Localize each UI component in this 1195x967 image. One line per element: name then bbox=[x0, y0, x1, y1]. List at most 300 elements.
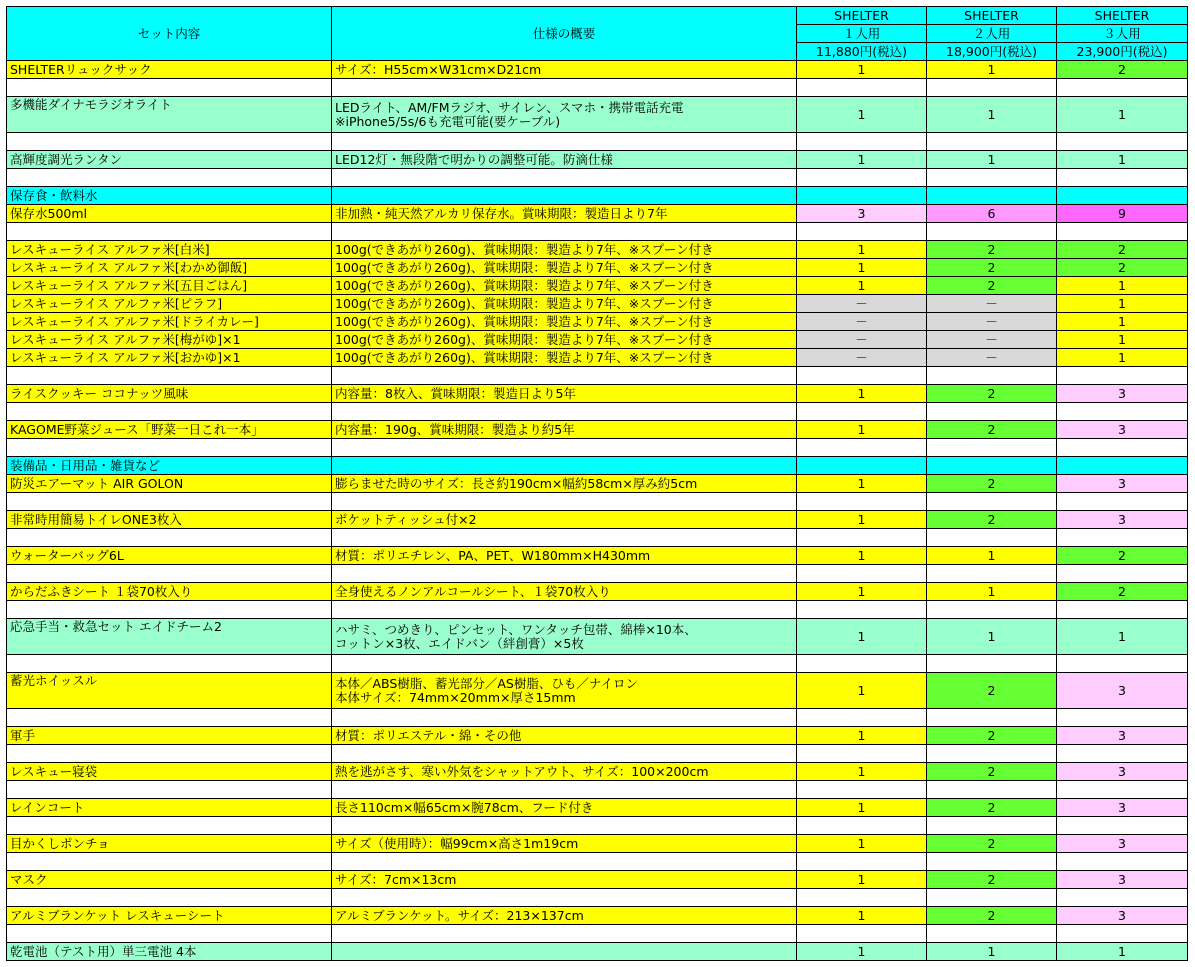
qty-plan-2: 2 bbox=[927, 421, 1057, 439]
spacer-row bbox=[7, 223, 1188, 241]
qty-plan-1: － bbox=[797, 349, 927, 367]
spec-line: 材質：ポリエチレン、PA、PET、W180mm×H430mm bbox=[335, 547, 651, 563]
spec-line: 本体／ABS樹脂、蓄光部分／AS樹脂、ひも／ナイロン bbox=[335, 675, 638, 691]
qty-plan-1: 1 bbox=[797, 259, 927, 277]
empty-cell bbox=[332, 817, 797, 835]
empty-cell bbox=[7, 403, 332, 421]
empty-cell bbox=[797, 781, 927, 799]
qty-plan-1: － bbox=[797, 313, 927, 331]
empty-cell bbox=[927, 223, 1057, 241]
spec-line: アルミブランケット。サイズ：213×137cm bbox=[335, 907, 584, 923]
empty-cell bbox=[7, 817, 332, 835]
item-name: マスク bbox=[7, 871, 332, 889]
qty-plan-3: 1 bbox=[1057, 97, 1188, 133]
empty-cell bbox=[927, 781, 1057, 799]
qty-plan-3: 3 bbox=[1057, 871, 1188, 889]
item-name: 非常時用簡易トイレONE3枚入 bbox=[7, 511, 332, 529]
item-name: 蓄光ホイッスル bbox=[7, 673, 332, 709]
empty-cell bbox=[797, 529, 927, 547]
spec-line: 100g(できあがり260g)、賞味期限：製造より7年、※スプーン付き bbox=[335, 241, 714, 257]
empty-cell bbox=[332, 223, 797, 241]
header-plan-3-name: SHELTER bbox=[1057, 7, 1188, 25]
empty-cell bbox=[7, 79, 332, 97]
empty-cell bbox=[1057, 655, 1188, 673]
item-name: ウォーターバッグ6L bbox=[7, 547, 332, 565]
table-row bbox=[7, 475, 1188, 493]
spec-line: サイズ：7cm×13cm bbox=[335, 871, 457, 887]
empty-cell bbox=[1057, 745, 1188, 763]
spacer-row bbox=[7, 367, 1188, 385]
empty-cell bbox=[927, 709, 1057, 727]
qty-plan-3: 1 bbox=[1057, 313, 1188, 331]
empty-cell bbox=[7, 367, 332, 385]
header-plan-3-people: ３人用 bbox=[1057, 25, 1188, 43]
section-cell bbox=[332, 457, 797, 475]
spacer-row bbox=[7, 565, 1188, 583]
spacer-row bbox=[7, 169, 1188, 187]
section-label: 装備品・日用品・雑貨など bbox=[7, 457, 332, 475]
item-spec bbox=[332, 313, 797, 331]
item-spec bbox=[332, 907, 797, 925]
empty-cell bbox=[927, 493, 1057, 511]
qty-plan-3: 2 bbox=[1057, 61, 1188, 79]
empty-cell bbox=[927, 925, 1057, 943]
spec-line: 内容量：190g、賞味期限：製造より約5年 bbox=[335, 421, 575, 437]
item-name: レインコート bbox=[7, 799, 332, 817]
empty-cell bbox=[797, 439, 927, 457]
item-spec bbox=[332, 475, 797, 493]
spacer-row bbox=[7, 79, 1188, 97]
qty-plan-2: 1 bbox=[927, 61, 1057, 79]
empty-cell bbox=[927, 79, 1057, 97]
spec-line: 100g(できあがり260g)、賞味期限：製造より7年、※スプーン付き bbox=[335, 277, 714, 293]
empty-cell bbox=[797, 817, 927, 835]
empty-cell bbox=[7, 565, 332, 583]
spacer-row bbox=[7, 781, 1188, 799]
qty-plan-2: － bbox=[927, 349, 1057, 367]
header-plan-2-price: 18,900円(税込) bbox=[927, 43, 1057, 61]
table-row bbox=[7, 547, 1188, 565]
empty-cell bbox=[1057, 79, 1188, 97]
qty-plan-2: 2 bbox=[927, 385, 1057, 403]
empty-cell bbox=[7, 169, 332, 187]
spacer-row bbox=[7, 529, 1188, 547]
empty-cell bbox=[1057, 817, 1188, 835]
item-spec bbox=[332, 583, 797, 601]
qty-plan-1: 1 bbox=[797, 763, 927, 781]
empty-cell bbox=[927, 367, 1057, 385]
item-spec bbox=[332, 151, 797, 169]
empty-cell bbox=[332, 781, 797, 799]
empty-cell bbox=[332, 439, 797, 457]
qty-plan-3: 3 bbox=[1057, 763, 1188, 781]
qty-plan-1: 1 bbox=[797, 97, 927, 133]
table-row bbox=[7, 835, 1188, 853]
empty-cell bbox=[1057, 925, 1188, 943]
empty-cell bbox=[1057, 565, 1188, 583]
empty-cell bbox=[797, 367, 927, 385]
spacer-row bbox=[7, 601, 1188, 619]
item-name: 応急手当・救急セット エイドチーム2 bbox=[7, 619, 332, 655]
spec-line: 材質：ポリエステル・綿・その他 bbox=[335, 727, 522, 743]
qty-plan-3: 1 bbox=[1057, 331, 1188, 349]
qty-plan-2: 2 bbox=[927, 727, 1057, 745]
item-name: アルミブランケット レスキューシート bbox=[7, 907, 332, 925]
empty-cell bbox=[1057, 601, 1188, 619]
item-spec bbox=[332, 277, 797, 295]
qty-plan-1: 1 bbox=[797, 907, 927, 925]
table-row bbox=[7, 871, 1188, 889]
section-cell bbox=[332, 187, 797, 205]
qty-plan-3: 3 bbox=[1057, 511, 1188, 529]
item-spec bbox=[332, 385, 797, 403]
spacer-row bbox=[7, 709, 1188, 727]
empty-cell bbox=[1057, 223, 1188, 241]
qty-plan-1: 1 bbox=[797, 61, 927, 79]
table-row bbox=[7, 619, 1188, 655]
qty-plan-3: 2 bbox=[1057, 547, 1188, 565]
qty-plan-3: 3 bbox=[1057, 475, 1188, 493]
qty-plan-1: 1 bbox=[797, 475, 927, 493]
qty-plan-1: － bbox=[797, 295, 927, 313]
empty-cell bbox=[927, 403, 1057, 421]
empty-cell bbox=[332, 601, 797, 619]
qty-plan-2: 1 bbox=[927, 619, 1057, 655]
qty-plan-2: 2 bbox=[927, 835, 1057, 853]
empty-cell bbox=[797, 925, 927, 943]
qty-plan-3: 3 bbox=[1057, 799, 1188, 817]
spec-line: 100g(できあがり260g)、賞味期限：製造より7年、※スプーン付き bbox=[335, 331, 714, 347]
qty-plan-3: 1 bbox=[1057, 349, 1188, 367]
qty-plan-2: 2 bbox=[927, 259, 1057, 277]
item-spec bbox=[332, 871, 797, 889]
spec-line: サイズ（使用時）：幅99cm×高さ1m19cm bbox=[335, 835, 579, 851]
item-name: レスキューライス アルファ米[梅がゆ]×1 bbox=[7, 331, 332, 349]
empty-cell bbox=[7, 745, 332, 763]
empty-cell bbox=[797, 709, 927, 727]
empty-cell bbox=[7, 853, 332, 871]
empty-cell bbox=[7, 601, 332, 619]
item-spec bbox=[332, 205, 797, 223]
spacer-row bbox=[7, 889, 1188, 907]
qty-plan-1: 1 bbox=[797, 673, 927, 709]
table-row bbox=[7, 277, 1188, 295]
spec-line: ハサミ、つめきり、ピンセット、ワンタッチ包帯、綿棒×10本、 bbox=[335, 621, 697, 637]
empty-cell bbox=[797, 853, 927, 871]
empty-cell bbox=[7, 655, 332, 673]
empty-cell bbox=[332, 655, 797, 673]
table-row bbox=[7, 259, 1188, 277]
spec-line: 100g(できあがり260g)、賞味期限：製造より7年、※スプーン付き bbox=[335, 349, 714, 365]
table-row bbox=[7, 205, 1188, 223]
empty-cell bbox=[332, 169, 797, 187]
qty-plan-3: 3 bbox=[1057, 385, 1188, 403]
qty-plan-1: 1 bbox=[797, 277, 927, 295]
spec-line: サイズ：H55cm×W31cm×D21cm bbox=[335, 61, 542, 77]
item-name: 多機能ダイナモラジオライト bbox=[7, 97, 332, 133]
table-row bbox=[7, 313, 1188, 331]
empty-cell bbox=[797, 223, 927, 241]
qty-plan-1: 1 bbox=[797, 727, 927, 745]
empty-cell bbox=[927, 439, 1057, 457]
item-spec bbox=[332, 511, 797, 529]
qty-plan-1: 1 bbox=[797, 799, 927, 817]
empty-cell bbox=[797, 565, 927, 583]
qty-plan-3: 1 bbox=[1057, 943, 1188, 961]
spec-line: 非加熱・純天然アルカリ保存水。賞味期限：製造日より7年 bbox=[335, 205, 668, 221]
qty-plan-3: 1 bbox=[1057, 277, 1188, 295]
table-row bbox=[7, 583, 1188, 601]
section-row bbox=[7, 457, 1188, 475]
spec-line: ポケットティッシュ付×2 bbox=[335, 511, 477, 527]
item-name: ライスクッキー ココナッツ風味 bbox=[7, 385, 332, 403]
qty-plan-1: 1 bbox=[797, 511, 927, 529]
item-spec bbox=[332, 295, 797, 313]
empty-cell bbox=[1057, 781, 1188, 799]
item-name: 軍手 bbox=[7, 727, 332, 745]
empty-cell bbox=[927, 817, 1057, 835]
qty-plan-2: 2 bbox=[927, 799, 1057, 817]
header-plan-3-price: 23,900円(税込) bbox=[1057, 43, 1188, 61]
item-name: レスキューライス アルファ米[おかゆ]×1 bbox=[7, 349, 332, 367]
empty-cell bbox=[7, 709, 332, 727]
table-row bbox=[7, 673, 1188, 709]
item-spec bbox=[332, 943, 797, 961]
header-plan-2-name: SHELTER bbox=[927, 7, 1057, 25]
qty-plan-1: 1 bbox=[797, 943, 927, 961]
table-row bbox=[7, 421, 1188, 439]
empty-cell bbox=[927, 889, 1057, 907]
qty-plan-2: 1 bbox=[927, 151, 1057, 169]
section-cell bbox=[927, 187, 1057, 205]
item-spec bbox=[332, 241, 797, 259]
qty-plan-1: 1 bbox=[797, 871, 927, 889]
item-name: レスキューライス アルファ米[白米] bbox=[7, 241, 332, 259]
qty-plan-2: 2 bbox=[927, 511, 1057, 529]
spec-line: LEDライト、AM/FMラジオ、サイレン、スマホ・携帯電話充電 bbox=[335, 99, 684, 115]
empty-cell bbox=[332, 493, 797, 511]
item-spec bbox=[332, 673, 797, 709]
empty-cell bbox=[927, 745, 1057, 763]
section-cell bbox=[927, 457, 1057, 475]
spacer-row bbox=[7, 853, 1188, 871]
empty-cell bbox=[7, 493, 332, 511]
header-plan-1-name: SHELTER bbox=[797, 7, 927, 25]
item-spec bbox=[332, 799, 797, 817]
table-row bbox=[7, 727, 1188, 745]
empty-cell bbox=[1057, 439, 1188, 457]
table-row bbox=[7, 97, 1188, 133]
empty-cell bbox=[797, 655, 927, 673]
spacer-row bbox=[7, 817, 1188, 835]
spec-line: 長さ110cm×幅65cm×腕78cm、フード付き bbox=[335, 799, 594, 815]
qty-plan-1: 1 bbox=[797, 619, 927, 655]
spec-line: 100g(できあがり260g)、賞味期限：製造より7年、※スプーン付き bbox=[335, 313, 714, 329]
qty-plan-3: 3 bbox=[1057, 421, 1188, 439]
spacer-row bbox=[7, 745, 1188, 763]
empty-cell bbox=[332, 889, 797, 907]
section-cell bbox=[797, 187, 927, 205]
empty-cell bbox=[332, 565, 797, 583]
item-spec bbox=[332, 727, 797, 745]
empty-cell bbox=[1057, 493, 1188, 511]
qty-plan-2: － bbox=[927, 295, 1057, 313]
qty-plan-2: 1 bbox=[927, 547, 1057, 565]
qty-plan-1: 1 bbox=[797, 421, 927, 439]
qty-plan-1: 1 bbox=[797, 835, 927, 853]
item-name: レスキューライス アルファ米[五目ごはん] bbox=[7, 277, 332, 295]
qty-plan-1: 1 bbox=[797, 583, 927, 601]
qty-plan-2: － bbox=[927, 331, 1057, 349]
qty-plan-2: 2 bbox=[927, 871, 1057, 889]
empty-cell bbox=[927, 529, 1057, 547]
item-spec bbox=[332, 421, 797, 439]
qty-plan-2: 1 bbox=[927, 583, 1057, 601]
spacer-row bbox=[7, 403, 1188, 421]
qty-plan-2: 2 bbox=[927, 475, 1057, 493]
table-row bbox=[7, 799, 1188, 817]
item-name: レスキューライス アルファ米[ピラフ] bbox=[7, 295, 332, 313]
item-spec bbox=[332, 619, 797, 655]
spec-line: LED12灯・無段階で明かりの調整可能。防滴仕様 bbox=[335, 151, 613, 167]
empty-cell bbox=[7, 889, 332, 907]
item-spec bbox=[332, 835, 797, 853]
spec-line: 膨らませた時のサイズ：長さ約190cm×幅約58cm×厚み約5cm bbox=[335, 475, 698, 491]
empty-cell bbox=[7, 223, 332, 241]
table-row bbox=[7, 763, 1188, 781]
spacer-row bbox=[7, 655, 1188, 673]
header-plan-1-price: 11,880円(税込) bbox=[797, 43, 927, 61]
qty-plan-1: 1 bbox=[797, 547, 927, 565]
item-name: レスキュー寝袋 bbox=[7, 763, 332, 781]
qty-plan-2: 2 bbox=[927, 673, 1057, 709]
spec-line: 全身使えるノンアルコールシート、１袋70枚入り bbox=[335, 583, 611, 599]
section-cell bbox=[1057, 457, 1188, 475]
empty-cell bbox=[1057, 709, 1188, 727]
empty-cell bbox=[332, 745, 797, 763]
item-spec bbox=[332, 61, 797, 79]
item-spec bbox=[332, 349, 797, 367]
item-name: レスキューライス アルファ米[わかめ御飯] bbox=[7, 259, 332, 277]
section-cell bbox=[1057, 187, 1188, 205]
header-item: セット内容 bbox=[7, 7, 332, 61]
spec-line: 本体サイズ：74mm×20mm×厚さ15mm bbox=[335, 689, 576, 705]
qty-plan-2: 6 bbox=[927, 205, 1057, 223]
spec-line: コットン×3枚、エイドバン（絆創膏）×5枚 bbox=[335, 635, 584, 651]
empty-cell bbox=[797, 169, 927, 187]
section-row bbox=[7, 187, 1188, 205]
spacer-row bbox=[7, 439, 1188, 457]
item-spec bbox=[332, 331, 797, 349]
qty-plan-2: 2 bbox=[927, 241, 1057, 259]
header-plan-1-people: １人用 bbox=[797, 25, 927, 43]
empty-cell bbox=[927, 853, 1057, 871]
item-name: レスキューライス アルファ米[ドライカレー] bbox=[7, 313, 332, 331]
item-name: SHELTERリュックサック bbox=[7, 61, 332, 79]
spec-line: 熱を逃がさす、寒い外気をシャットアウト、サイズ：100×200cm bbox=[335, 763, 709, 779]
empty-cell bbox=[797, 889, 927, 907]
empty-cell bbox=[7, 133, 332, 151]
item-name: 保存水500ml bbox=[7, 205, 332, 223]
item-name: 乾電池（テスト用）単三電池 4本 bbox=[7, 943, 332, 961]
qty-plan-2: 2 bbox=[927, 763, 1057, 781]
empty-cell bbox=[332, 403, 797, 421]
header-row-name bbox=[7, 7, 1188, 25]
spacer-row bbox=[7, 493, 1188, 511]
empty-cell bbox=[1057, 889, 1188, 907]
empty-cell bbox=[332, 709, 797, 727]
qty-plan-3: 2 bbox=[1057, 583, 1188, 601]
item-name: KAGOME野菜ジュース「野菜一日これ一本」 bbox=[7, 421, 332, 439]
empty-cell bbox=[332, 79, 797, 97]
empty-cell bbox=[332, 529, 797, 547]
empty-cell bbox=[7, 529, 332, 547]
table-row bbox=[7, 331, 1188, 349]
qty-plan-1: 1 bbox=[797, 385, 927, 403]
qty-plan-3: 1 bbox=[1057, 619, 1188, 655]
table-body bbox=[7, 7, 1188, 961]
qty-plan-1: － bbox=[797, 331, 927, 349]
spec-line: 100g(できあがり260g)、賞味期限：製造より7年、※スプーン付き bbox=[335, 295, 714, 311]
qty-plan-3: 2 bbox=[1057, 259, 1188, 277]
item-spec bbox=[332, 97, 797, 133]
header-spec: 仕様の概要 bbox=[332, 7, 797, 61]
empty-cell bbox=[332, 925, 797, 943]
item-spec bbox=[332, 547, 797, 565]
empty-cell bbox=[797, 79, 927, 97]
qty-plan-2: － bbox=[927, 313, 1057, 331]
item-name: からだふきシート １袋70枚入り bbox=[7, 583, 332, 601]
qty-plan-2: 2 bbox=[927, 907, 1057, 925]
empty-cell bbox=[927, 133, 1057, 151]
qty-plan-3: 3 bbox=[1057, 727, 1188, 745]
empty-cell bbox=[7, 439, 332, 457]
table-row bbox=[7, 241, 1188, 259]
table-row bbox=[7, 151, 1188, 169]
item-spec bbox=[332, 259, 797, 277]
qty-plan-3: 1 bbox=[1057, 151, 1188, 169]
empty-cell bbox=[927, 655, 1057, 673]
spec-line: 100g(できあがり260g)、賞味期限：製造より7年、※スプーン付き bbox=[335, 259, 714, 275]
spacer-row bbox=[7, 133, 1188, 151]
qty-plan-1: 1 bbox=[797, 151, 927, 169]
qty-plan-1: 3 bbox=[797, 205, 927, 223]
table-row bbox=[7, 511, 1188, 529]
qty-plan-3: 9 bbox=[1057, 205, 1188, 223]
empty-cell bbox=[1057, 529, 1188, 547]
table-row bbox=[7, 943, 1188, 961]
empty-cell bbox=[332, 367, 797, 385]
qty-plan-3: 2 bbox=[1057, 241, 1188, 259]
table-row bbox=[7, 907, 1188, 925]
table-row bbox=[7, 385, 1188, 403]
item-name: 目かくしポンチョ bbox=[7, 835, 332, 853]
set-contents-table bbox=[6, 6, 1188, 961]
spec-line: ※iPhone5/5s/6も充電可能(要ケーブル) bbox=[335, 113, 561, 129]
empty-cell bbox=[332, 133, 797, 151]
qty-plan-1: 1 bbox=[797, 241, 927, 259]
empty-cell bbox=[1057, 403, 1188, 421]
item-spec bbox=[332, 763, 797, 781]
empty-cell bbox=[1057, 853, 1188, 871]
item-name: 高輝度調光ランタン bbox=[7, 151, 332, 169]
empty-cell bbox=[7, 781, 332, 799]
qty-plan-2: 1 bbox=[927, 97, 1057, 133]
qty-plan-2: 2 bbox=[927, 277, 1057, 295]
empty-cell bbox=[927, 169, 1057, 187]
header-plan-2-people: ２人用 bbox=[927, 25, 1057, 43]
qty-plan-2: 1 bbox=[927, 943, 1057, 961]
